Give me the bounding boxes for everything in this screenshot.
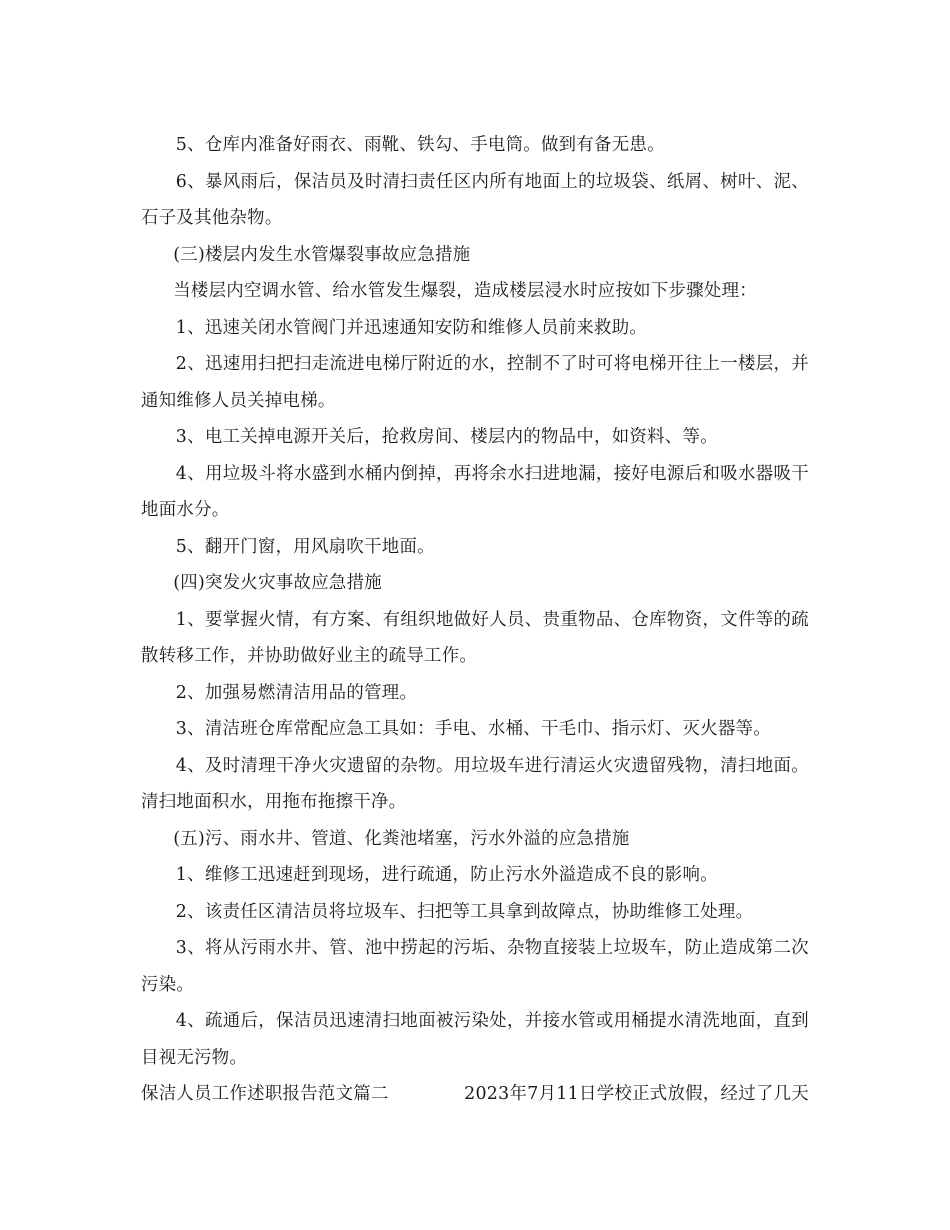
paragraph-warehouse-rain-gear: 5、仓库内准备好雨衣、雨靴、铁勾、手电筒。做到有备无患。 [175, 135, 665, 155]
next-article-title: 保洁人员工作述职报告范文篇二 [141, 1084, 389, 1104]
paragraph-pipe-step-1: 1、迅速关闭水管阀门并迅速通知安防和维修人员前来救助。 [175, 317, 648, 338]
paragraph-sewage-step-3: 3、将从污雨水井、管、池中捞起的污垢、杂物直接装上垃圾车，防止造成第二次污染。 [141, 938, 809, 995]
paragraph-fire-step-4: 4、及时清理干净火灾遗留的杂物。用垃圾车进行清运火灾遗留残物，清扫地面。清扫地面积水，用拖布拖擦干净。 [141, 755, 809, 812]
paragraph-fire-step-1: 1、要掌握火情，有方案、有组织地做好人员、贵重物品、仓库物资，文件等的疏散转移工作，并协助做好业主的疏导工作。 [141, 609, 809, 666]
paragraph-fire-step-3: 3、清洁班仓库常配应急工具如：手电、水桶、干毛巾、指示灯、灭火器等。 [175, 719, 771, 739]
paragraph-sewage-step-2: 2、该责任区清洁员将垃圾车、扫把等工具拿到故障点，协助维修工处理。 [175, 901, 754, 922]
paragraph-sewage-step-1: 1、维修工迅速赶到现场，进行疏通，防止污水外溢造成不良的影响。 [175, 865, 718, 885]
next-article-line [141, 1076, 809, 1113]
document-body [141, 127, 809, 1113]
paragraph-pipe-step-3: 3、电工关掉电源开关后，抢救房间、楼层内的物品中，如资料、等。 [175, 427, 718, 447]
paragraph-pipe-step-5: 5、翻开门窗，用风扇吹干地面。 [175, 536, 435, 557]
paragraph-pipe-step-2: 2、迅速用扫把扫走流进电梯厅附近的水，控制不了时可将电梯开往上一楼层，并通知维修人员关掉电梯。 [141, 354, 809, 411]
paragraph-sewage-step-4: 4、疏通后，保洁员迅速清扫地面被污染处，并接水管或用桶提水清洗地面，直到目视无污物。 [141, 1011, 809, 1068]
paragraph-pipe-burst-intro: 当楼层内空调水管、给水管发生爆裂，造成楼层浸水时应按如下步骤处理： [173, 281, 757, 301]
heading-sewage-overflow-measures: (五)污、雨水井、管道、化粪池堵塞，污水外溢的应急措施 [173, 828, 630, 849]
heading-fire-measures: (四)突发火灾事故应急措施 [173, 573, 382, 593]
paragraph-pipe-step-4: 4、用垃圾斗将水盛到水桶内倒掉，再将余水扫进地漏，接好电源后和吸水器吸干地面水分。 [141, 463, 809, 520]
paragraph-fire-step-2: 2、加强易燃清洁用品的管理。 [175, 682, 418, 703]
paragraph-post-storm-cleaning: 6、暴风雨后，保洁员及时清扫责任区内所有地面上的垃圾袋、纸屑、树叶、泥、石子及其他杂物。 [141, 171, 809, 228]
next-article-opening: 2023年7月11日学校正式放假，经过了几天 [464, 1084, 809, 1104]
heading-pipe-burst-measures: (三)楼层内发生水管爆裂事故应急措施 [173, 244, 471, 265]
